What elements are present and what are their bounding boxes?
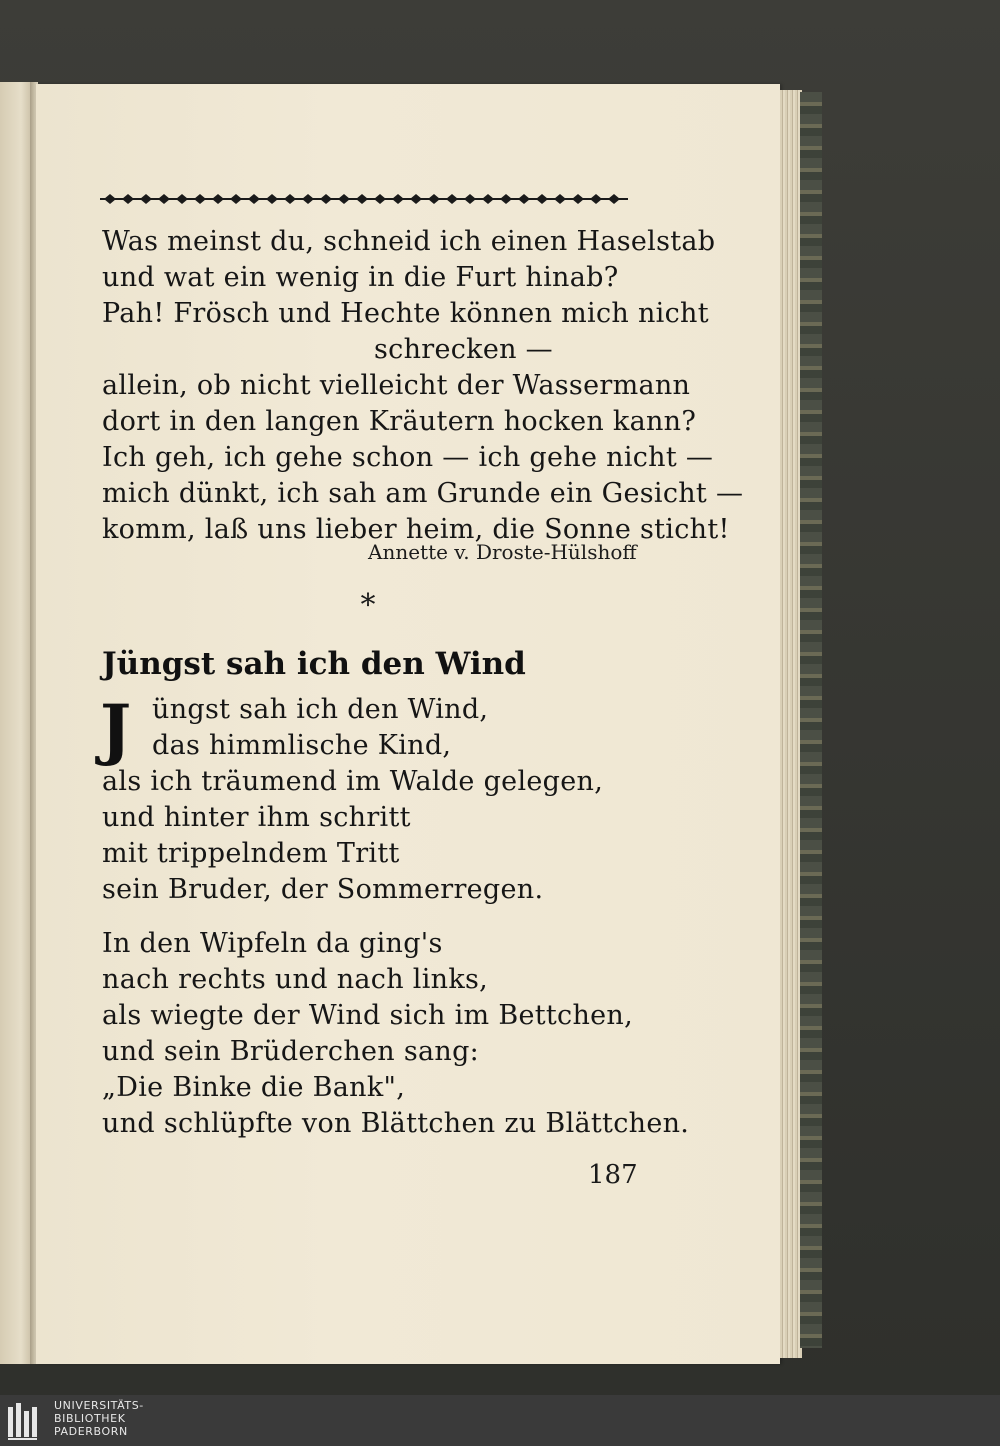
poem-author: Annette v. Droste-Hülshoff: [368, 540, 637, 564]
poem-line: sein Bruder, der Sommerregen.: [102, 874, 544, 905]
poem-line: Ich geh, ich gehe schon — ich gehe nicht —: [102, 442, 714, 473]
page-number: 187: [588, 1160, 638, 1190]
marbled-cover-edge: [800, 92, 822, 1348]
library-footer: [0, 1395, 1000, 1446]
poem-droste: [102, 224, 744, 548]
poem-line: mich dünkt, ich sah am Grunde ein Gesicht —: [102, 478, 744, 509]
previous-page-edge: [0, 82, 32, 1364]
poem-line: allein, ob nicht vielleicht der Wassermann: [102, 370, 691, 401]
poem-line: schrecken —: [374, 334, 553, 365]
section-separator: *: [360, 588, 376, 623]
ornamental-rule: [100, 192, 628, 206]
poem-line: und schlüpfte von Blättchen zu Blättchen.: [102, 1108, 690, 1139]
poem-line: als ich träumend im Walde gelegen,: [102, 766, 604, 797]
poem-line: dort in den langen Kräutern hocken kann?: [102, 406, 697, 437]
poem-line: nach rechts und nach links,: [102, 964, 489, 995]
poem-line: „Die Binke die Bank",: [102, 1072, 406, 1103]
poem-line: komm, laß uns lieber heim, die Sonne sticht!: [102, 514, 730, 545]
poem-line: als wiegte der Wind sich im Bettchen,: [102, 1000, 633, 1031]
library-name: [54, 1399, 144, 1438]
poem-line: das himmlische Kind,: [152, 730, 452, 761]
poem-stanza-1: [102, 692, 662, 908]
poem-line: Was meinst du, schneid ich einen Haselstab: [102, 226, 716, 257]
library-name-line: BIBLIOTHEK: [54, 1412, 126, 1425]
library-name-line: UNIVERSITÄTS-: [54, 1399, 144, 1412]
page-stack-edge: [780, 90, 802, 1358]
poem-line: Pah! Frösch und Hechte können mich nicht: [102, 298, 709, 329]
poem-stanza-2: [102, 926, 690, 1142]
library-name-line: PADERBORN: [54, 1425, 128, 1438]
drop-cap: J: [100, 690, 132, 768]
poem-line: mit trippelndem Tritt: [102, 838, 400, 869]
poem-line: und wat ein wenig in die Furt hinab?: [102, 262, 619, 293]
library-logo-icon: [6, 1401, 46, 1441]
poem-line: und hinter ihm schritt: [102, 802, 411, 833]
poem-line: üngst sah ich den Wind,: [152, 694, 489, 725]
poem-line: und sein Brüderchen sang:: [102, 1036, 480, 1067]
poem-line: In den Wipfeln da ging's: [102, 928, 443, 959]
poem-title: Jüngst sah ich den Wind: [102, 646, 526, 682]
